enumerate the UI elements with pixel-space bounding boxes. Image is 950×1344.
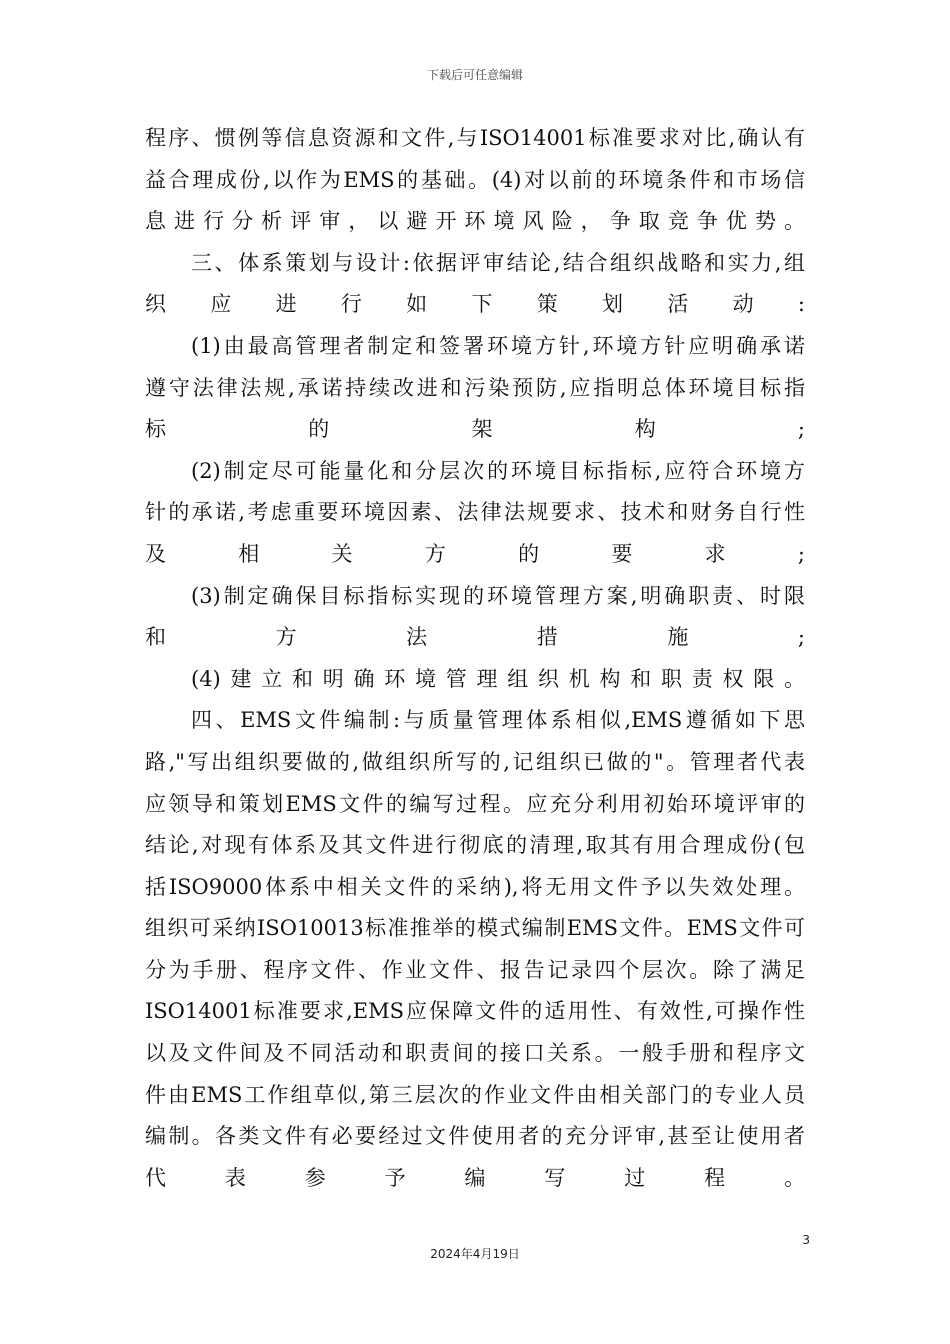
- text-line: 代表参予编写过程。: [145, 1165, 805, 1190]
- text-line: ISO14001标准要求,EMS应保障文件的适用性、有效性,可操作性: [145, 999, 805, 1024]
- text-line: 件由EMS工作组草似,第三层次的作业文件由相关部门的专业人员: [145, 1082, 805, 1107]
- text-line: 及相关方的要求;: [145, 541, 805, 566]
- text-line: (3)制定确保目标指标实现的环境管理方案,明确职责、时限: [191, 583, 805, 608]
- text-line: 针的承诺,考虑重要环境因素、法律法规要求、技术和财务自行性: [145, 500, 805, 525]
- text-line: 益合理成份,以作为EMS的基础。(4)对以前的环境条件和市场信: [145, 167, 805, 192]
- text-line: 编制。各类文件有必要经过文件使用者的充分评审,甚至让使用者: [145, 1124, 805, 1149]
- text-line: 组织可采纳ISO10013标准推举的模式编制EMS文件。EMS文件可: [145, 916, 805, 941]
- text-line: 应领导和策划EMS文件的编写过程。应充分利用初始环境评审的: [145, 791, 805, 816]
- page-footer-date: 2024年4月19日: [430, 1247, 520, 1261]
- page-header: 下载后可任意编辑: [426, 68, 523, 82]
- text-line: 和方法措施;: [145, 625, 805, 650]
- text-line: 三、体系策划与设计:依据评审结论,结合组织战略和实力,组: [191, 250, 805, 275]
- text-line: 四、EMS文件编制:与质量管理体系相似,EMS遵循如下思: [191, 708, 805, 733]
- text-line: 以及文件间及不同活动和职责间的接口关系。一般手册和程序文: [145, 1041, 805, 1066]
- text-line: 分为手册、程序文件、作业文件、报告记录四个层次。除了满足: [145, 957, 805, 982]
- text-line: (4)建立和明确环境管理组织机构和职责权限。: [191, 666, 805, 691]
- page-number: 3: [802, 1233, 810, 1247]
- text-line: 遵守法律法规,承诺持续改进和污染预防,应指明总体环境目标指: [145, 375, 805, 400]
- text-line: 结论,对现有体系及其文件进行彻底的清理,取其有用合理成份(包: [145, 833, 805, 858]
- text-line: 程序、惯例等信息资源和文件,与ISO14001标准要求对比,确认有: [145, 126, 805, 150]
- text-line: (2)制定尽可能量化和分层次的环境目标指标,应符合环境方: [191, 458, 805, 483]
- text-line: 息进行分析评审，以避开环境风险，争取竞争优势。: [145, 209, 805, 234]
- text-line: 织应进行如下策划活动:: [145, 292, 805, 317]
- text-line: 括ISO9000体系中相关文件的采纳),将无用文件予以失效处理。: [145, 874, 805, 899]
- text-line: (1)由最高管理者制定和签署环境方针,环境方针应明确承诺: [191, 333, 805, 358]
- text-line: 路,"写出组织要做的,做组织所写的,记组织已做的"。管理者代表: [145, 749, 805, 774]
- text-line: 标的架构;: [145, 417, 805, 442]
- document-body: [145, 118, 805, 1199]
